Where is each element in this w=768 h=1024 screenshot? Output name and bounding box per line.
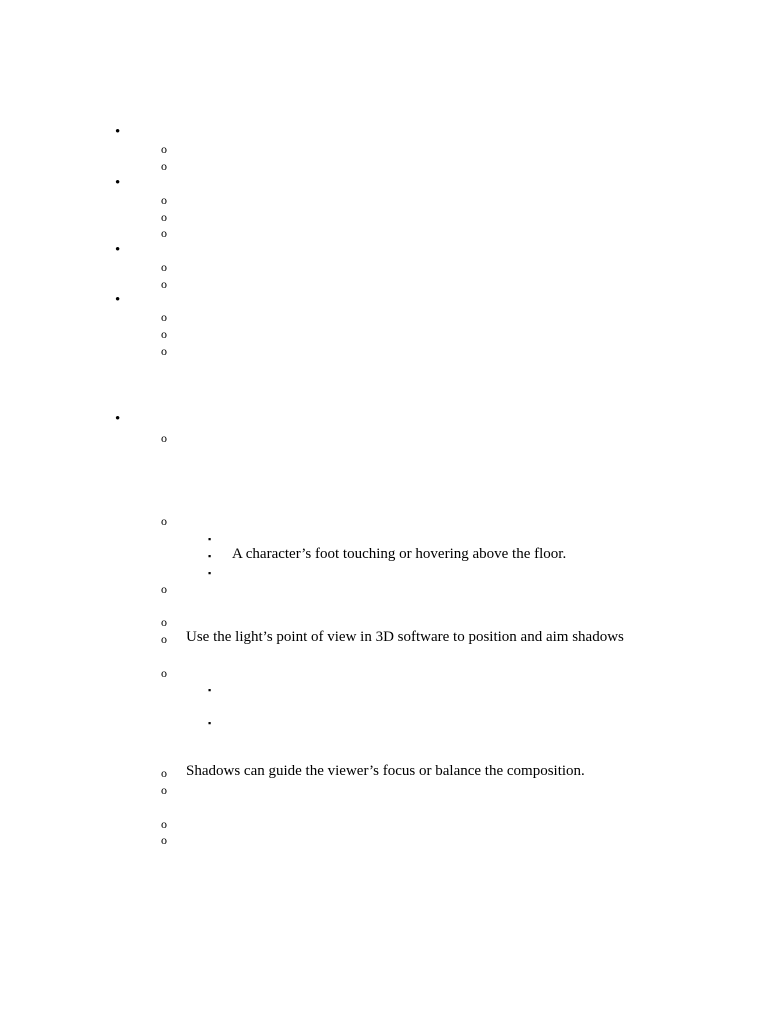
- bullet-circle: o: [161, 615, 167, 629]
- bullet-circle: o: [161, 226, 167, 240]
- bullet-circle: o: [161, 582, 167, 596]
- bullet-disc: •: [115, 124, 121, 140]
- bullet-circle: o: [161, 431, 167, 445]
- bullet-disc: •: [115, 242, 121, 258]
- bullet-circle: o: [161, 310, 167, 324]
- bullet-circle: o: [161, 514, 167, 528]
- bullet-square: ▪: [208, 568, 212, 578]
- bullet-disc: •: [115, 175, 121, 191]
- bullet-circle: o: [161, 193, 167, 207]
- bullet-circle: o: [161, 817, 167, 831]
- bullet-circle: o: [161, 159, 167, 173]
- bullet-circle: o: [161, 833, 167, 847]
- guide-focus-text: Shadows can guide the viewer’s focus or balance the composition.: [186, 763, 585, 779]
- bullet-circle: o: [161, 344, 167, 358]
- bullet-disc: •: [115, 411, 121, 427]
- bullet-circle: o: [161, 142, 167, 156]
- bullet-circle: o: [161, 327, 167, 341]
- bullet-circle: o: [161, 632, 167, 646]
- bullet-circle: o: [161, 277, 167, 291]
- bullet-circle: o: [161, 260, 167, 274]
- foot-example-text: A character’s foot touching or hovering above the floor.: [232, 546, 567, 562]
- bullet-circle: o: [161, 766, 167, 780]
- bullet-circle: o: [161, 210, 167, 224]
- bullet-disc: •: [115, 292, 121, 308]
- bullet-square: ▪: [208, 534, 212, 544]
- bullet-square: ▪: [208, 718, 212, 728]
- bullet-square: ▪: [208, 551, 212, 561]
- bullet-square: ▪: [208, 685, 212, 695]
- bullet-circle: o: [161, 666, 167, 680]
- bullet-circle: o: [161, 783, 167, 797]
- light-view-text: Use the light’s point of view in 3D software to position and aim shadows: [186, 629, 624, 645]
